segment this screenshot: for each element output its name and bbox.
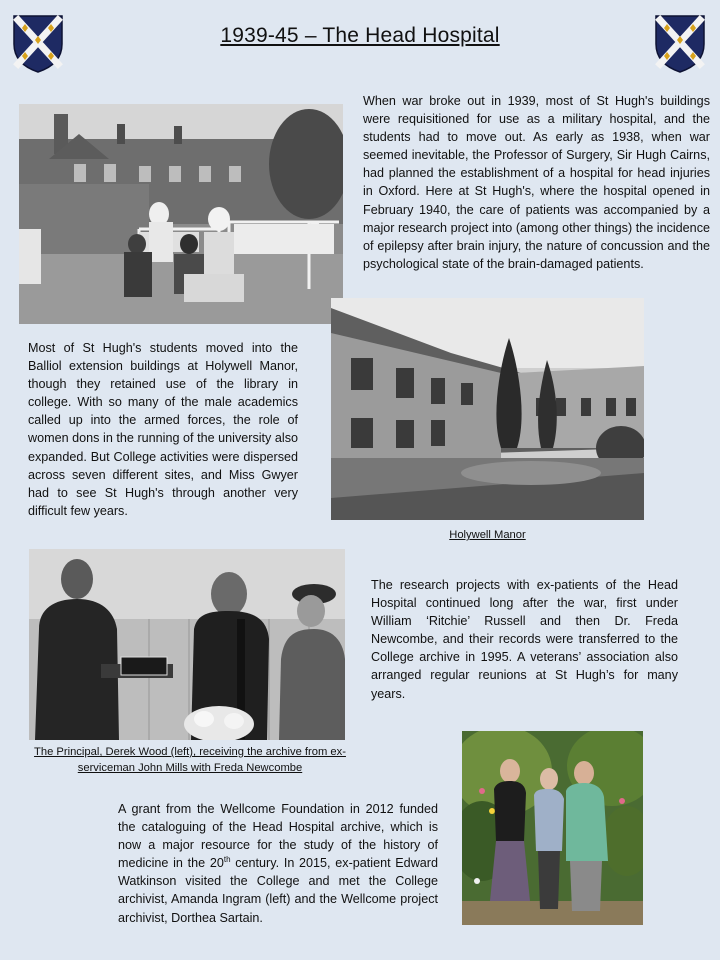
research-paragraph: The research projects with ex-patients of the Head Hospital continued long after the war, first under William ‘Ritchie’ Russell and then Dr. Freda Newcombe, and their records were transferred to the College archive in 1995. A veterans’ association also arranged regular reunions at St Hugh’s for many years.: [371, 578, 678, 701]
hospital-garden-photo: [19, 104, 343, 324]
intro-paragraph: When war broke out in 1939, most of St Hugh's buildings were requisitioned for use as a military hospital, and the students had to move out. As early as 1938, when war seemed inevitable, the Professor of Surgery, Sir Hugh Cairns, had planned the establishment of a hospital for head injuries in Oxford. Here at St Hugh's, where the hospital opened in February 1940, the care of patients was accompanied by a major research project into (among other things) the incidence of epilepsy after brain injury, the nature of concussion and the psychological state of the brain-damaged patients.: [363, 94, 710, 271]
archive-visit-photo: [462, 731, 643, 925]
archive-presentation-photo: [29, 549, 345, 740]
grant-text-before: A grant from the Wellcome Foundation in 2012 funded the cataloguing of the Head Hospital archive, which is now a major resource for the study of the history of medicine in the 20: [118, 802, 438, 871]
page-title: 1939-45 – The Head Hospital: [220, 24, 500, 47]
grant-superscript: th: [223, 855, 231, 865]
students-paragraph: Most of St Hugh's students moved into the Balliol extension buildings at Holywell Manor, though they retained use of the library in college. With so many of the male academics called up into the armed forces, the role of women dons in the running of the university also expanded. But College activities were dispersed across seven different sites, and Miss Gwyer had to see St Hugh's through another very difficult few years.: [28, 341, 298, 518]
grant-paragraph: [118, 800, 438, 927]
grant-text-after: century. In 2015, ex-patient Edward Watkinson visited the College and met the College archivist, Amanda Ingram (left) and the Wellcome project archivist, Dorthea Sartain.: [118, 856, 438, 925]
holywell-manor-photo: [331, 298, 644, 520]
holywell-caption: Holywell Manor: [449, 529, 526, 541]
archive-caption: The Principal, Derek Wood (left), receiving the archive from ex-serviceman John Mills with Freda Newcombe: [34, 746, 346, 774]
